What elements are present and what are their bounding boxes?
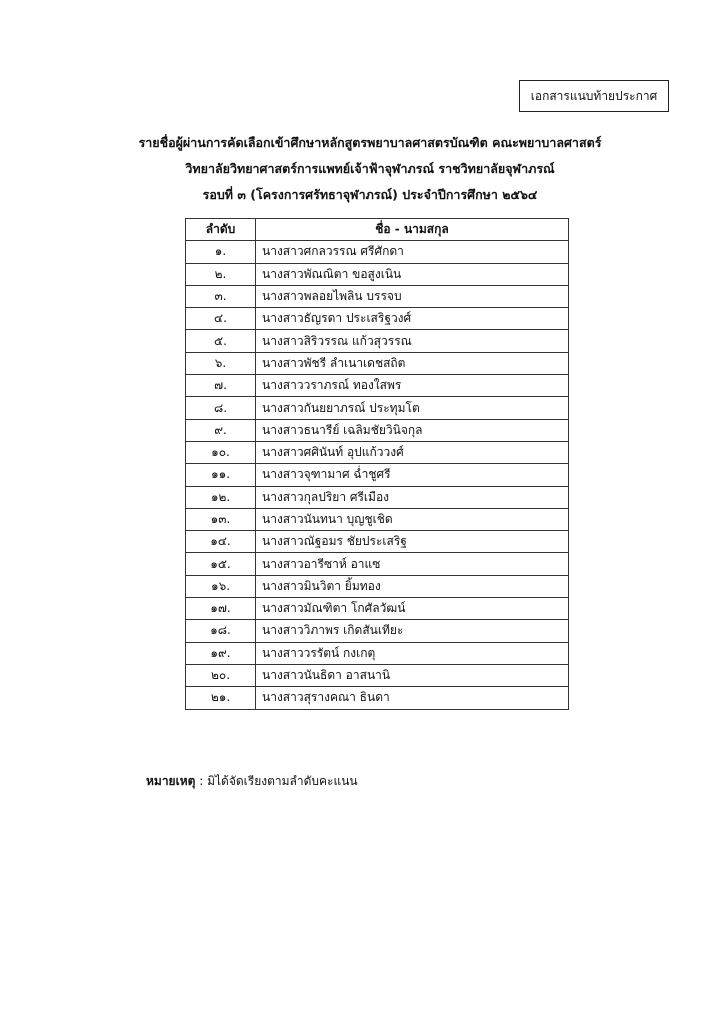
table-row [186,375,569,397]
row-name: นางสาวสิริวรรณ แก้วสุวรรณ [256,330,569,352]
row-name: นางสาวณัฐอมร ชัยประเสริฐ [256,531,569,553]
row-number: ๑๖. [186,575,256,597]
row-number: ๗. [186,375,256,397]
row-name: นางสาวจุฑามาศ ฉ่ำชูศรี [256,464,569,486]
row-name: นางสาวสุรางคณา ธินดา [256,687,569,709]
row-name: นางสาววรรัตน์ กงเกตุ [256,642,569,664]
row-number: ๑๔. [186,531,256,553]
table-row [186,308,569,330]
header-order: ลำดับ [186,219,256,241]
row-number: ๔. [186,308,256,330]
row-name: นางสาวพัชรี ลำเนาเดชสถิต [256,352,569,374]
footnote-text: : มิได้จัดเรียงตามลำดับคะแนน [195,774,358,788]
table-row [186,642,569,664]
heading-line-2: วิทยาลัยวิทยาศาสตร์การแพทย์เจ้าฟ้าจุฬาภรณ์ ราชวิทยาลัยจุฬาภรณ์ [185,161,555,176]
table-row [186,441,569,463]
row-number: ๑๐. [186,441,256,463]
row-name: นางสาววิภาพร เกิดสันเทียะ [256,620,569,642]
row-name: นางสาววราภรณ์ ทองใสพร [256,375,569,397]
row-name: นางสาวมัณฑิตา โกศัลวัฒน์ [256,598,569,620]
row-number: ๓. [186,285,256,307]
row-name: นางสาวธนารีย์ เฉลิมชัยวินิจกุล [256,419,569,441]
row-number: ๑๑. [186,464,256,486]
attachment-label: เอกสารแนบท้ายประกาศ [530,88,658,103]
row-name: นางสาวกันยยาภรณ์ ประทุมโต [256,397,569,419]
table-row [186,241,569,263]
attachment-label-box [519,80,669,112]
row-name: นางสาวพัณณิตา ขอสูงเนิน [256,263,569,285]
heading-line-1: รายชื่อผู้ผ่านการคัดเลือกเข้าศึกษาหลักสูตรพยาบาลศาสตรบัณฑิต คณะพยาบาลศาสตร์ [138,135,602,150]
row-number: ๘. [186,397,256,419]
table-body [186,241,569,709]
table-row [186,553,569,575]
document-heading [130,130,610,208]
table-row [186,687,569,709]
row-number: ๕. [186,330,256,352]
row-name: นางสาวศกลวรรณ ศรีศักดา [256,241,569,263]
row-number: ๙. [186,419,256,441]
row-number: ๑๗. [186,598,256,620]
table-row [186,464,569,486]
table-row [186,531,569,553]
table-row [186,330,569,352]
row-name: นางสาวพลอยไพลิน บรรจบ [256,285,569,307]
table-row [186,575,569,597]
row-number: ๑๕. [186,553,256,575]
table-row [186,486,569,508]
row-number: ๒. [186,263,256,285]
row-name: นางสาวกุลปริยา ศรีเมือง [256,486,569,508]
table-row [186,352,569,374]
table-row [186,598,569,620]
row-name: นางสาวธัญรดา ประเสริฐวงศ์ [256,308,569,330]
table-row [186,397,569,419]
table-header-row [186,219,569,241]
row-number: ๒๑. [186,687,256,709]
row-name: นางสาวอารีซาห์ อาแซ [256,553,569,575]
row-number: ๑๙. [186,642,256,664]
row-name: นางสาวมินวิตา ยิ้มทอง [256,575,569,597]
row-number: ๑๓. [186,508,256,530]
heading-line-3: รอบที่ ๓ (โครงการศรัทธาจุฬาภรณ์) ประจำปีการศึกษา ๒๕๖๔ [202,187,538,202]
header-name: ชื่อ - นามสกุล [256,219,569,241]
table-row [186,620,569,642]
candidate-table [185,218,569,710]
table-row [186,664,569,686]
row-number: ๑๒. [186,486,256,508]
row-number: ๖. [186,352,256,374]
row-number: ๑. [186,241,256,263]
footnote-label: หมายเหตุ [146,774,196,788]
table-row [186,263,569,285]
row-name: นางสาวนันธิดา อาสนานิ [256,664,569,686]
row-number: ๑๘. [186,620,256,642]
row-name: นางสาวนันทนา บุญชูเชิด [256,508,569,530]
footnote [146,772,358,791]
table-row [186,419,569,441]
table-row [186,508,569,530]
table-row [186,285,569,307]
row-number: ๒๐. [186,664,256,686]
row-name: นางสาวศศินันท์ อุปแก้ววงศ์ [256,441,569,463]
